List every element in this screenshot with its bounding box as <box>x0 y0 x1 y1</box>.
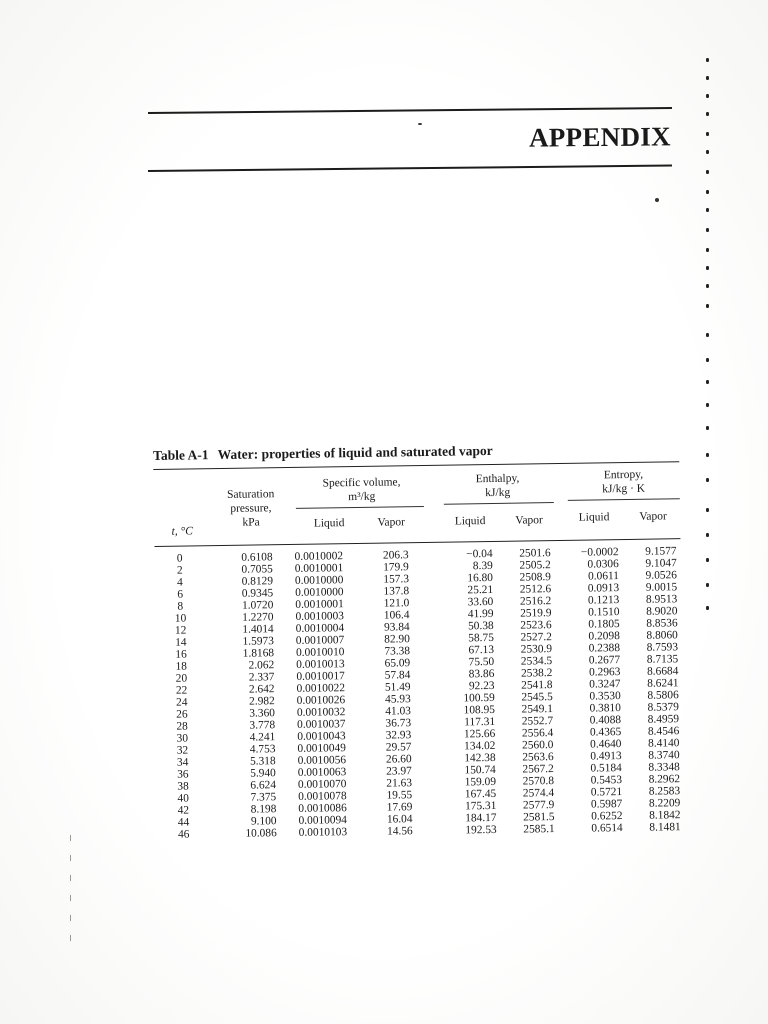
cell-enthalpy-vapor: 2530.9 <box>520 643 553 656</box>
cell-enthalpy-liquid: 83.86 <box>468 667 495 681</box>
margin-dot <box>706 94 709 98</box>
cell-pressure: 5.318 <box>249 755 276 768</box>
cell-volume-vapor: 121.0 <box>383 597 410 610</box>
cell-entropy-vapor: 8.5806 <box>647 689 679 702</box>
cell-enthalpy-liquid: −0.04 <box>466 547 493 561</box>
cell-temperature: 4 <box>177 576 183 589</box>
header-specific-volume-unit: m³/kg <box>348 490 376 504</box>
cell-volume-liquid: 0.0010086 <box>298 802 347 815</box>
cell-pressure: 0.6108 <box>241 551 273 564</box>
left-margin-mark <box>70 875 71 881</box>
cell-pressure: 2.642 <box>248 683 275 696</box>
cell-pressure: 1.0720 <box>241 599 274 612</box>
cell-volume-vapor: 57.84 <box>384 669 411 682</box>
cell-enthalpy-vapor: 2519.9 <box>520 607 552 620</box>
cell-pressure: 7.375 <box>250 791 277 804</box>
cell-temperature: 30 <box>176 732 189 745</box>
cell-volume-vapor: 36.73 <box>385 717 412 730</box>
cell-enthalpy-vapor: 2563.6 <box>522 751 554 764</box>
cell-pressure: 1.5973 <box>242 635 274 648</box>
cell-enthalpy-liquid: 159.09 <box>464 775 497 789</box>
cell-volume-liquid: 0.0010043 <box>297 730 346 743</box>
cell-volume-vapor: 14.56 <box>386 825 413 838</box>
cell-entropy-vapor: 8.3348 <box>648 761 680 774</box>
margin-dot <box>706 606 709 610</box>
cell-entropy-vapor: 8.2209 <box>648 797 681 810</box>
header-enthalpy-unit: kJ/kg <box>485 486 511 500</box>
cell-volume-liquid: 0.0010000 <box>294 574 344 587</box>
cell-enthalpy-liquid: 50.38 <box>467 619 494 633</box>
cell-enthalpy-liquid: 175.31 <box>464 799 497 813</box>
margin-dot <box>706 333 709 337</box>
cell-entropy-liquid: 0.5453 <box>590 774 623 787</box>
cell-volume-liquid: 0.0010103 <box>298 826 348 839</box>
cell-volume-liquid: 0.0010094 <box>298 814 348 827</box>
margin-dot <box>706 304 709 308</box>
cell-enthalpy-liquid: 41.99 <box>467 607 494 621</box>
cell-entropy-vapor: 8.1481 <box>649 821 681 834</box>
cell-entropy-liquid: 0.2098 <box>588 630 620 643</box>
margin-dot <box>706 403 709 407</box>
cell-enthalpy-vapor: 2541.8 <box>521 679 553 692</box>
cell-temperature: 16 <box>175 648 187 661</box>
scan-speck <box>655 198 659 202</box>
cell-pressure: 6.624 <box>250 779 277 792</box>
cell-entropy-vapor: 9.1577 <box>645 545 677 558</box>
cell-volume-vapor: 137.8 <box>383 585 410 598</box>
cell-temperature: 32 <box>176 744 189 757</box>
cell-enthalpy-liquid: 25.21 <box>467 583 494 597</box>
cell-pressure: 3.778 <box>249 719 276 732</box>
left-margin-mark <box>70 935 71 941</box>
cell-enthalpy-liquid: 125.66 <box>463 727 496 741</box>
cell-entropy-vapor: 8.4959 <box>647 713 680 726</box>
cell-entropy-vapor: 8.4546 <box>647 725 680 738</box>
cell-temperature: 38 <box>177 780 189 793</box>
cell-pressure: 0.7055 <box>241 563 273 576</box>
cell-entropy-liquid: 0.4088 <box>589 714 622 727</box>
cell-temperature: 18 <box>175 660 188 673</box>
cell-entropy-vapor: 8.1842 <box>649 809 681 822</box>
cell-volume-vapor: 32.93 <box>385 729 412 742</box>
cell-entropy-liquid: 0.0611 <box>587 570 620 583</box>
cell-enthalpy-liquid: 184.17 <box>465 811 497 825</box>
margin-dot <box>706 76 709 80</box>
cell-entropy-vapor: 8.9513 <box>645 593 678 606</box>
cell-volume-liquid: 0.0010003 <box>295 610 345 623</box>
cell-pressure: 0.8129 <box>241 575 274 588</box>
cell-enthalpy-liquid: 167.45 <box>464 787 497 801</box>
cell-enthalpy-liquid: 33.60 <box>467 595 494 609</box>
margin-dot <box>706 112 709 116</box>
cell-pressure: 9.100 <box>250 815 277 828</box>
cell-enthalpy-liquid: 92.23 <box>468 679 495 693</box>
margin-dot <box>706 248 709 252</box>
cell-entropy-liquid: 0.6514 <box>591 822 623 835</box>
margin-dot <box>706 558 709 562</box>
cell-enthalpy-liquid: 8.39 <box>472 559 493 573</box>
cell-temperature: 42 <box>177 804 190 817</box>
cell-entropy-liquid: −0.0002 <box>580 546 619 559</box>
cell-enthalpy-vapor: 2556.4 <box>521 727 554 740</box>
cell-entropy-vapor: 8.2583 <box>648 785 681 798</box>
cell-temperature: 26 <box>176 708 188 721</box>
header-pressure-line1: Saturation <box>226 488 275 501</box>
cell-pressure: 10.086 <box>245 827 277 840</box>
cell-volume-liquid: 0.0010063 <box>297 766 347 779</box>
cell-enthalpy-vapor: 2585.1 <box>523 823 555 836</box>
cell-enthalpy-vapor: 2523.6 <box>520 619 552 632</box>
cell-enthalpy-liquid: 142.38 <box>464 751 496 765</box>
scan-speck <box>418 123 422 125</box>
cell-entropy-liquid: 0.2388 <box>588 642 621 655</box>
cell-enthalpy-vapor: 2527.2 <box>520 631 552 644</box>
cell-volume-vapor: 45.93 <box>385 693 411 706</box>
table-body <box>155 545 689 841</box>
header-enthalpy: Enthalpy, <box>475 472 520 486</box>
cell-temperature: 14 <box>175 636 187 649</box>
cell-volume-vapor: 157.3 <box>383 573 410 586</box>
margin-dot <box>706 58 709 62</box>
cell-enthalpy-liquid: 67.13 <box>468 643 495 657</box>
cell-entropy-liquid: 0.3247 <box>589 678 621 691</box>
cell-temperature: 44 <box>177 816 190 829</box>
cell-enthalpy-vapor: 2538.2 <box>520 667 553 680</box>
cell-pressure: 5.940 <box>250 767 276 780</box>
cell-pressure: 2.337 <box>248 671 275 684</box>
cell-volume-vapor: 93.84 <box>383 621 410 634</box>
cell-entropy-liquid: 0.3530 <box>589 690 621 703</box>
cell-entropy-vapor: 8.6684 <box>646 665 679 678</box>
cell-pressure: 1.4014 <box>242 623 274 636</box>
cell-volume-vapor: 26.60 <box>385 753 412 766</box>
margin-dot <box>706 228 709 232</box>
cell-enthalpy-liquid: 75.50 <box>468 655 495 669</box>
entropy-group-rule <box>568 498 680 501</box>
cell-enthalpy-vapor: 2560.0 <box>522 739 554 752</box>
cell-entropy-vapor: 8.6241 <box>647 677 679 690</box>
cell-entropy-vapor: 9.1047 <box>645 557 677 570</box>
cell-pressure: 2.062 <box>248 659 275 672</box>
cell-entropy-vapor: 9.0526 <box>645 569 678 582</box>
header-enthalpy-liquid: Liquid <box>454 515 486 528</box>
cell-enthalpy-vapor: 2574.4 <box>522 787 555 800</box>
left-margin-mark <box>70 835 71 841</box>
margin-dot <box>706 284 709 288</box>
table-caption-title: Water: properties of liquid and saturated vapor <box>217 442 493 463</box>
margin-binding-marks <box>702 58 716 618</box>
cell-entropy-liquid: 0.5184 <box>590 762 622 775</box>
margin-dot <box>706 208 709 212</box>
cell-temperature: 46 <box>177 828 190 841</box>
cell-entropy-vapor: 8.7135 <box>646 653 679 666</box>
margin-dot <box>706 426 709 430</box>
header-entropy-vapor: Vapor <box>639 510 667 523</box>
cell-volume-liquid: 0.0010017 <box>296 670 345 683</box>
left-margin-mark <box>70 855 71 861</box>
cell-volume-vapor: 19.55 <box>386 789 413 802</box>
cell-enthalpy-liquid: 108.95 <box>463 703 496 717</box>
header-entropy: Entropy, <box>603 468 644 482</box>
cell-enthalpy-vapor: 2570.8 <box>522 775 555 788</box>
header-volume-vapor: Vapor <box>377 516 405 529</box>
cell-entropy-liquid: 0.4913 <box>590 750 622 763</box>
cell-temperature: 36 <box>177 768 189 781</box>
cell-volume-liquid: 0.0010026 <box>296 694 346 707</box>
cell-enthalpy-liquid: 134.02 <box>464 739 496 753</box>
table-a1 <box>153 440 689 841</box>
cell-entropy-vapor: 8.2962 <box>648 773 681 786</box>
cell-entropy-liquid: 0.0306 <box>587 558 619 571</box>
cell-temperature: 12 <box>174 624 187 637</box>
cell-enthalpy-liquid: 150.74 <box>464 763 496 777</box>
cell-temperature: 40 <box>177 792 189 805</box>
cell-pressure: 3.360 <box>249 707 276 720</box>
cell-enthalpy-vapor: 2545.5 <box>521 691 553 704</box>
cell-entropy-liquid: 0.0913 <box>587 582 620 595</box>
cell-temperature: 20 <box>175 672 188 685</box>
header-entropy-unit: kJ/kg · K <box>602 482 646 496</box>
left-margin-marks <box>70 835 74 945</box>
cell-volume-liquid: 0.0010049 <box>297 742 346 755</box>
header-pressure-line2: pressure, <box>230 502 272 515</box>
cell-volume-liquid: 0.0010037 <box>297 718 346 731</box>
cell-volume-liquid: 0.0010022 <box>296 682 346 695</box>
cell-temperature: 10 <box>174 612 187 625</box>
cell-volume-vapor: 51.49 <box>384 681 411 694</box>
cell-entropy-vapor: 8.8536 <box>646 617 678 630</box>
cell-temperature: 2 <box>176 564 183 577</box>
cell-volume-vapor: 21.63 <box>386 777 413 790</box>
cell-volume-vapor: 17.69 <box>386 801 413 814</box>
header-specific-volume: Specific volume, <box>322 476 401 490</box>
cell-entropy-liquid: 0.1805 <box>588 618 620 631</box>
table-header <box>153 462 684 546</box>
margin-dot <box>706 453 709 457</box>
cell-pressure: 0.9345 <box>241 587 274 600</box>
cell-entropy-liquid: 0.5721 <box>590 786 623 799</box>
cell-temperature: 28 <box>176 720 188 733</box>
cell-entropy-liquid: 0.2677 <box>588 654 621 667</box>
cell-volume-vapor: 73.38 <box>384 645 411 658</box>
cell-enthalpy-vapor: 2508.9 <box>519 571 552 584</box>
margin-dot <box>706 190 709 194</box>
cell-entropy-vapor: 9.0015 <box>645 581 678 594</box>
enthalpy-group-rule <box>444 502 554 505</box>
margin-dot <box>706 533 709 537</box>
cell-volume-vapor: 106.4 <box>383 609 410 622</box>
cell-volume-liquid: 0.0010001 <box>294 562 344 575</box>
cell-temperature: 6 <box>177 588 184 601</box>
cell-enthalpy-liquid: 117.31 <box>464 715 496 729</box>
cell-enthalpy-vapor: 2549.1 <box>521 703 554 716</box>
left-margin-mark <box>70 895 71 901</box>
margin-dot <box>706 358 709 362</box>
left-margin-mark <box>70 915 71 921</box>
cell-enthalpy-vapor: 2501.6 <box>519 547 551 560</box>
cell-pressure: 2.982 <box>249 695 275 708</box>
cell-volume-liquid: 0.0010000 <box>295 586 344 599</box>
cell-entropy-liquid: 0.6252 <box>591 810 623 823</box>
cell-pressure: 1.2270 <box>242 611 274 624</box>
cell-entropy-liquid: 0.1510 <box>588 606 620 619</box>
cell-pressure: 4.753 <box>249 743 276 756</box>
cell-enthalpy-liquid: 16.80 <box>467 571 494 585</box>
appendix-title: APPENDIX <box>528 121 672 153</box>
cell-volume-liquid: 0.0010013 <box>296 658 345 671</box>
cell-volume-liquid: 0.0010004 <box>295 622 345 635</box>
cell-enthalpy-liquid: 100.59 <box>463 691 495 705</box>
margin-dot <box>706 583 709 587</box>
header-entropy-liquid: Liquid <box>578 511 610 524</box>
cell-enthalpy-vapor: 2505.2 <box>519 559 551 572</box>
cell-volume-vapor: 206.3 <box>382 549 409 562</box>
cell-volume-liquid: 0.0010070 <box>297 778 347 791</box>
cell-volume-vapor: 65.09 <box>384 657 411 670</box>
cell-volume-vapor: 29.57 <box>385 741 412 754</box>
cell-volume-vapor: 41.03 <box>385 705 412 718</box>
cell-entropy-vapor: 8.7593 <box>646 641 679 654</box>
margin-dot <box>706 508 709 512</box>
cell-volume-liquid: 0.0010007 <box>295 634 345 647</box>
cell-enthalpy-vapor: 2581.5 <box>523 811 555 824</box>
cell-pressure: 4.241 <box>249 731 276 744</box>
cell-temperature: 24 <box>175 696 188 709</box>
cell-enthalpy-liquid: 192.53 <box>465 823 497 837</box>
cell-entropy-vapor: 8.8060 <box>646 629 678 642</box>
cell-enthalpy-vapor: 2567.2 <box>522 763 554 776</box>
cell-enthalpy-vapor: 2552.7 <box>521 715 554 728</box>
cell-volume-liquid: 0.0010056 <box>297 754 347 767</box>
specific-volume-group-rule <box>296 506 424 509</box>
cell-volume-vapor: 82.90 <box>384 633 410 646</box>
cell-volume-liquid: 0.0010078 <box>298 790 347 803</box>
cell-entropy-vapor: 8.9020 <box>646 605 678 618</box>
cell-entropy-vapor: 8.4140 <box>648 737 680 750</box>
margin-dot <box>706 266 709 270</box>
cell-pressure: 8.198 <box>250 803 277 816</box>
cell-temperature: 0 <box>176 552 183 565</box>
cell-entropy-vapor: 8.3740 <box>648 749 680 762</box>
cell-volume-liquid: 0.0010002 <box>294 550 344 563</box>
margin-dot <box>706 170 709 174</box>
header-temperature: t, °C <box>171 525 193 538</box>
cell-volume-liquid: 0.0010001 <box>295 598 344 611</box>
cell-temperature: 34 <box>176 756 189 769</box>
cell-volume-liquid: 0.0010032 <box>296 706 346 719</box>
cell-entropy-liquid: 0.3810 <box>589 702 621 715</box>
cell-volume-liquid: 0.0010010 <box>295 646 345 659</box>
cell-entropy-liquid: 0.4365 <box>589 726 622 739</box>
cell-volume-vapor: 16.04 <box>386 813 413 826</box>
header-enthalpy-vapor: Vapor <box>515 514 543 527</box>
cell-enthalpy-vapor: 2577.9 <box>522 799 555 812</box>
cell-volume-vapor: 179.9 <box>383 561 409 574</box>
header-pressure-unit: kPa <box>242 516 260 529</box>
header-volume-liquid: Liquid <box>313 517 345 530</box>
cell-temperature: 8 <box>177 600 184 613</box>
table-caption-label: Table A-1 <box>153 447 209 463</box>
cell-entropy-liquid: 0.1213 <box>587 594 620 607</box>
margin-dot <box>706 132 709 136</box>
margin-dot <box>706 150 709 154</box>
margin-dot <box>706 380 709 384</box>
cell-enthalpy-liquid: 58.75 <box>468 631 494 645</box>
margin-dot <box>706 478 709 482</box>
cell-enthalpy-vapor: 2534.5 <box>520 655 553 668</box>
cell-enthalpy-vapor: 2512.6 <box>519 583 552 596</box>
cell-entropy-liquid: 0.4640 <box>590 738 622 751</box>
cell-pressure: 1.8168 <box>242 647 275 660</box>
cell-temperature: 22 <box>175 684 188 697</box>
cell-entropy-vapor: 8.5379 <box>647 701 679 714</box>
cell-enthalpy-vapor: 2516.2 <box>519 595 552 608</box>
cell-volume-vapor: 23.97 <box>386 765 412 778</box>
cell-entropy-liquid: 0.5987 <box>590 798 623 811</box>
cell-entropy-liquid: 0.2963 <box>588 666 621 679</box>
